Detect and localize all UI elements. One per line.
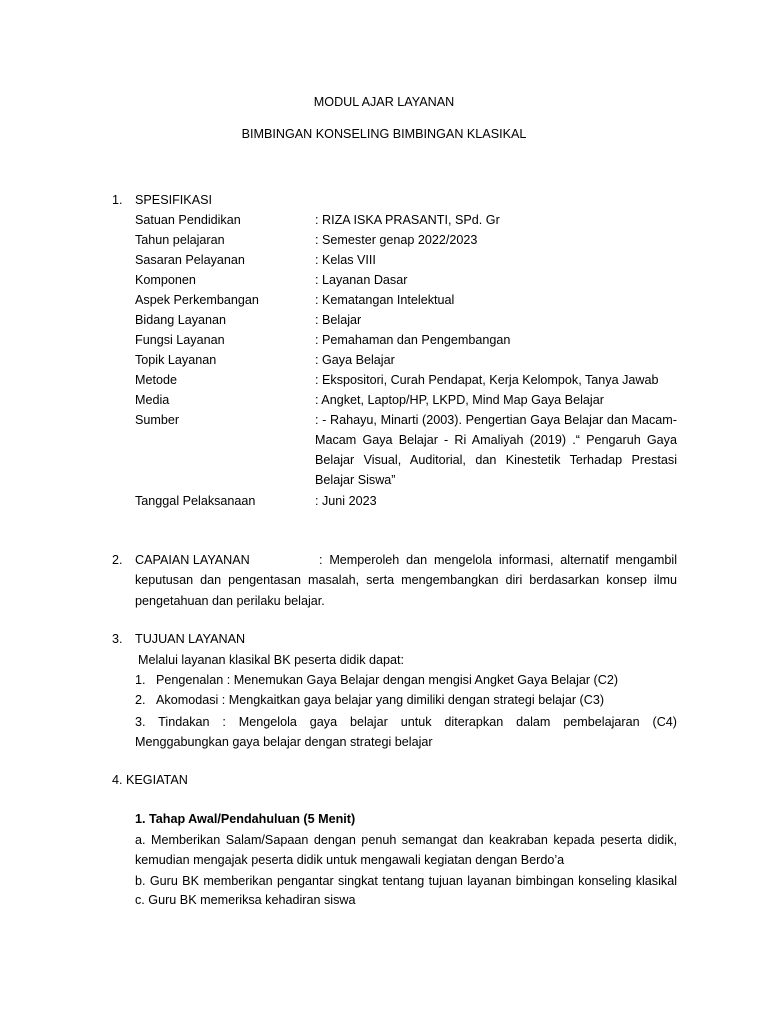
capaian-text-line3: pengetahuan dan perilaku belajar.: [135, 594, 325, 608]
section-number: 3.: [112, 632, 123, 646]
tujuan-intro: Melalui layanan klasikal BK peserta didik dapat:: [138, 653, 405, 667]
spec-label: Fungsi Layanan: [135, 333, 225, 347]
list-item-continuation: Menggabungkan gaya belajar dengan strategi belajar: [135, 735, 433, 749]
spec-label-tanggal: Tanggal Pelaksanaan: [135, 494, 256, 508]
spec-value-tanggal: : Juni 2023: [315, 494, 377, 508]
spec-label: Komponen: [135, 273, 196, 287]
sumber-line: Macam Gaya Belajar - Ri Amaliyah (2019) .“ Pengaruh Gaya: [315, 433, 677, 447]
section-heading-spesifikasi: SPESIFIKASI: [135, 193, 212, 207]
kegiatan-item-a: a. Memberikan Salam/Sapaan dengan penuh semangat dan keakraban kepada peserta didik,: [135, 833, 677, 847]
section-heading-tujuan: TUJUAN LAYANAN: [135, 632, 246, 646]
sumber-line: : - Rahayu, Minarti (2003). Pengertian Gaya Belajar dan Macam-: [315, 413, 677, 427]
spec-value: : RIZA ISKA PRASANTI, SPd. Gr: [315, 213, 500, 227]
spec-value: : Kelas VIII: [315, 253, 376, 267]
capaian-text-line2: keputusan dan pengentasan masalah, serta mengembangkan diri berdasarkan konsep ilmu: [135, 573, 677, 587]
spec-value: : Gaya Belajar: [315, 353, 395, 367]
tahap-title: 1. Tahap Awal/Pendahuluan (5 Menit): [135, 812, 356, 826]
sumber-line: Belajar Visual, Auditorial, dan Kinestetik Terhadap Prestasi: [315, 453, 677, 467]
capaian-text-line1: : Memperoleh dan mengelola informasi, alternatif mengambil: [319, 553, 677, 567]
spec-label: Metode: [135, 373, 178, 387]
spec-value: : Angket, Laptop/HP, LKPD, Mind Map Gaya Belajar: [315, 393, 604, 407]
section-number: 1.: [112, 193, 123, 207]
spec-value: : Semester genap 2022/2023: [315, 233, 478, 247]
list-item: Akomodasi : Mengkaitkan gaya belajar yang dimiliki dengan strategi belajar (C3): [156, 693, 605, 707]
spec-label-sumber: Sumber: [135, 413, 180, 427]
kegiatan-item-a-continuation: kemudian mengajak peserta didik untuk mengawali kegiatan dengan Berdo’a: [135, 853, 565, 867]
kegiatan-item-b: b. Guru BK memberikan pengantar singkat tentang tujuan layanan bimbingan konseling klasikal: [135, 874, 677, 888]
document-subtitle: BIMBINGAN KONSELING BIMBINGAN KLASIKAL: [241, 127, 527, 141]
list-item-number: 2.: [135, 693, 146, 707]
spec-value: : Layanan Dasar: [315, 273, 408, 287]
spec-value-sumber: [315, 410, 677, 490]
spec-label: Aspek Perkembangan: [135, 293, 259, 307]
section-heading-capaian: CAPAIAN LAYANAN: [135, 553, 250, 567]
list-item: 3. Tindakan : Mengelola gaya belajar untuk diterapkan dalam pembelajaran (C4): [135, 715, 677, 729]
list-item-number: 1.: [135, 673, 146, 687]
spec-label: Sasaran Pelayanan: [135, 253, 245, 267]
spec-value: : Pemahaman dan Pengembangan: [315, 333, 511, 347]
spec-label: Bidang Layanan: [135, 313, 227, 327]
spec-label: Tahun pelajaran: [135, 233, 225, 247]
spec-label: Satuan Pendidikan: [135, 213, 241, 227]
list-item: Pengenalan : Menemukan Gaya Belajar dengan mengisi Angket Gaya Belajar (C2): [156, 673, 619, 687]
sumber-line: Belajar Siswa”: [315, 473, 396, 487]
document-title: MODUL AJAR LAYANAN: [313, 95, 455, 109]
spec-value: : Belajar: [315, 313, 362, 327]
spec-value: : Ekspositori, Curah Pendapat, Kerja Kelompok, Tanya Jawab: [315, 373, 659, 387]
section-number: 2.: [112, 553, 123, 567]
kegiatan-item-c: c. Guru BK memeriksa kehadiran siswa: [135, 893, 356, 907]
spec-label: Media: [135, 393, 170, 407]
spec-label: Topik Layanan: [135, 353, 217, 367]
spec-value: : Kematangan Intelektual: [315, 293, 455, 307]
section-heading-kegiatan: 4. KEGIATAN: [112, 773, 188, 787]
